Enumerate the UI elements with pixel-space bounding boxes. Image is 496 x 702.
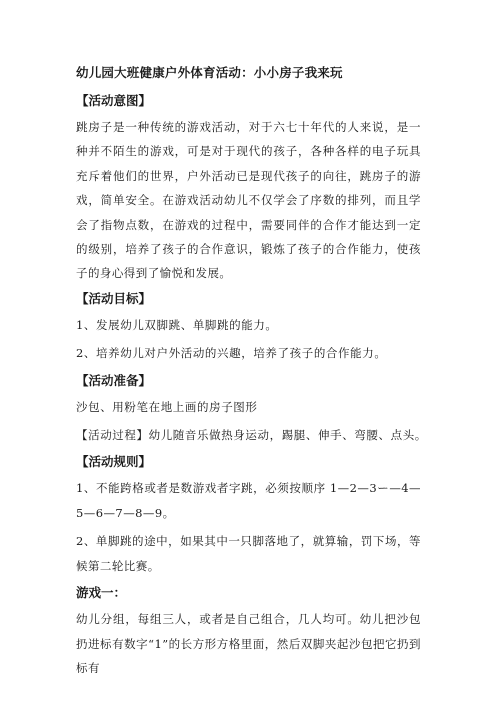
document-content bbox=[76, 64, 427, 684]
document-title: 幼儿园大班健康户外体育活动：小小房子我来玩 bbox=[76, 65, 343, 80]
section-heading-prep: 【活动准备】 bbox=[76, 372, 152, 388]
rule-item-2: 2、单脚跳的途中，如果其中一只脚落地了，就算输，罚下场，等候第二轮比赛。 bbox=[76, 534, 421, 573]
process-paragraph: 【活动过程】幼儿随音乐做热身运动，踢腿、伸手、弯腰、点头。 bbox=[76, 428, 427, 443]
section-heading-rules: 【活动规则】 bbox=[76, 454, 152, 470]
intent-paragraph: 跳房子是一种传统的游戏活动，对于六七十年代的人来说，是一种并不陌生的游戏，可是对于现代的孩子，各种各样的电子玩具充斥着他们的世界，户外活动已是现代孩子的向往，跳房子的游戏，简单安全。在游戏活动幼儿不仅学会了序数的排列，而且学会了指物点数，在游戏的过程中，需要同伴的合作才能达到一定的级别，培养了孩子的合作意识，锻炼了孩子的合作能力，使孩子的身心得到了愉悦和发展。 bbox=[76, 120, 421, 281]
section-heading-intent: 【活动意图】 bbox=[76, 93, 152, 108]
goal-item-1: 1、发展幼儿双脚跳、单脚跳的能力。 bbox=[76, 317, 278, 332]
goal-item-2: 2、培养幼儿对户外活动的兴趣，培养了孩子的合作能力。 bbox=[76, 346, 387, 361]
rule-item-1: 1、不能跨格或者是数游戏者字跳，必须按顺序 1—2—3ー—4—5—6—7—8—9。 bbox=[76, 481, 421, 520]
prep-paragraph: 沙包、用粉笔在地上画的房子图形 bbox=[76, 399, 258, 414]
section-heading-goals: 【活动目标】 bbox=[76, 290, 152, 306]
game1-paragraph: 幼儿分组，每组三人，或者是自己组合，几人均可。幼儿把沙包扔进标有数字“1”的长方形方格里面，然后双脚夹起沙包把它扔到标有 bbox=[76, 612, 421, 675]
section-heading-game1: 游戏一： bbox=[76, 585, 127, 601]
